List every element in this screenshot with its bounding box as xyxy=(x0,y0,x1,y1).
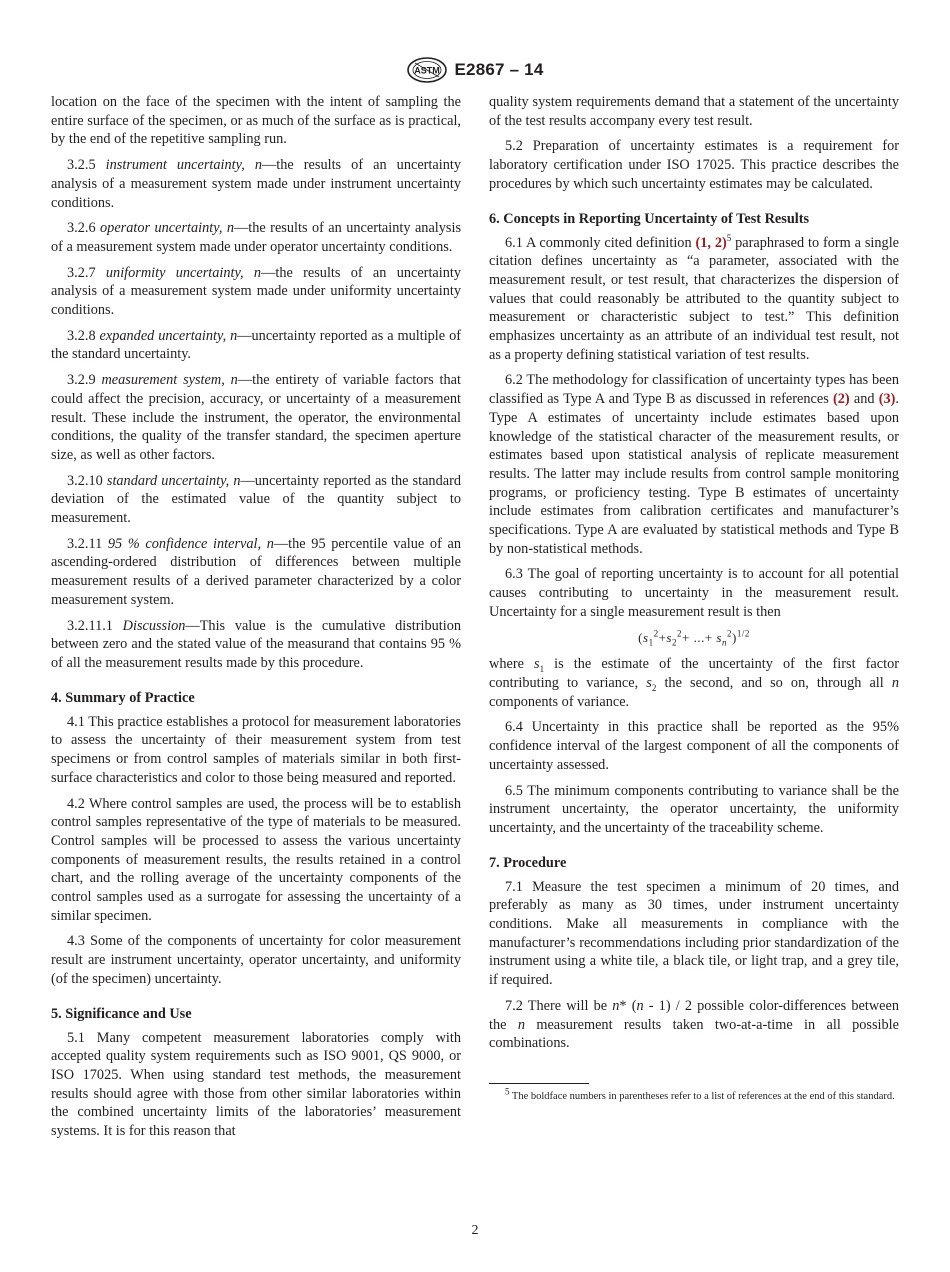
paragraph-5-1: 5.1 Many competent measurement laboratories comply with accepted quality system requirements such as ISO 9001, QS 9000, or ISO 17025. When using standard test methods, the measurement results should agree with those from other similar laboratories within the combined uncertainty limits of the laboratories’ measurement systems. It is for this reason that xyxy=(51,1029,461,1140)
section-6-heading: 6. Concepts in Reporting Uncertainty of Test Results xyxy=(489,210,810,227)
definition-3-2-8: 3.2.8 expanded uncertainty, n—uncertainty reported as a multiple of the standard uncertainty. xyxy=(51,327,461,363)
paragraph-6-1: 6.1 A commonly cited definition (1, 2)$^5$ paraphrased to form a single citation defines uncertainty as “a parameter, associated with the measurement result, or test result, that characterizes the dispersion of values that could reasonably be attributed to the quantity subject to measurement or characteristic subject to test.” This definition emphasizes uncertainty as an attribute of an individual test result, not as a property defining statistical variation of test results. xyxy=(489,232,900,363)
definition-3-2-6: 3.2.6 operator uncertainty, n—the results of an uncertainty analysis of a measurement system made under operator uncertainty conditions. xyxy=(51,220,462,255)
footnote-5: $^5$ The boldface numbers in parentheses refer to a list of references at the end of this standard. xyxy=(505,1086,895,1102)
footnote-divider xyxy=(489,1083,589,1084)
paragraph-7-1: 7.1 Measure the test specimen a minimum of 20 times, and preferably as many as 30 times, under instrument uncertainty conditions. Make all measurements in compliance with the manufacturer’s recommendations including prior standardization of the instrument using a white tile, a black tile, or light trap, and a grey tile, if required. xyxy=(489,878,899,989)
right-column xyxy=(489,93,899,1111)
paragraph-6-3: 6.3 The goal of reporting uncertainty is to account for all potential causes contributing to uncertainty in the measurement result. Uncertainty for a single measurement result is then xyxy=(489,566,899,620)
footnote-marker[interactable]: 5 xyxy=(726,232,732,243)
definition-3-2-11: 3.2.11 95 % confidence interval, n—the 95 percentile value of an ascending-ordered distribution of differences between multiple measurement results of a derived parameter characterized by a color measurement system. xyxy=(51,535,461,608)
logo-text: ASTM xyxy=(413,65,440,76)
page-number: 2 xyxy=(471,1223,479,1238)
definition-3-2-11-1: 3.2.11.1 Discussion—This value is the cumulative distribution between zero and the stated value of the measurand that contains 95 % of all the measurement results made by this procedure. xyxy=(51,617,461,671)
definition-3-2-7: 3.2.7 uniformity uncertainty, n—the results of an uncertainty analysis of a measurement system made under uniformity uncertainty conditions. xyxy=(51,264,462,319)
section-4-heading: 4. Summary of Practice xyxy=(51,689,195,706)
paragraph-5-2: 5.2 Preparation of uncertainty estimates is a requirement for laboratory certification under ISO 17025. This practice describes the procedures by which such uncertainty estimates may be calculated. xyxy=(489,138,899,192)
paragraph-6-5: 6.5 The minimum components contributing to variance shall be the instrument uncertainty, the operator uncertainty, the uniformity uncertainty, and the uncertainty of the traceability scheme. xyxy=(489,782,899,836)
paragraph-6-2: 6.2 The methodology for classification of uncertainty types has been classified as Type A and Type B as discussed in references (2) and (3). Type A estimates of uncertainty include estimates based upon knowledge of the statistical character of the measurement results, or estimates based upon statistical analysis of replicate measurement results. The latter may include results from control sample monitoring programs, or proficiency testing. Type B estimates of uncertainty include estimates from calibration certificates and manufacturer’s specifications. Type A are evaluated by statistical methods and Type B by non-statistical methods. xyxy=(489,372,899,557)
reference-link-3[interactable]: (3) xyxy=(878,391,896,408)
reference-link-1-2[interactable]: (1, 2) xyxy=(695,234,727,251)
left-column xyxy=(51,93,461,1148)
paragraph-4-2: 4.2 Where control samples are used, the process will be to establish control samples representative of the type of materials to be measured. Control samples will be processed to assess the various uncertainty components of measurement results, the results retained in a control chart, and the rolling average of the uncertainty components of the control samples used as a surrogate for assessing the uncertainty of a similar specimen. xyxy=(51,795,461,924)
reference-link-2[interactable]: (2) xyxy=(833,391,850,408)
section-5-heading: 5. Significance and Use xyxy=(51,1005,192,1022)
standard-designation: E2867 – 14 xyxy=(454,60,544,79)
paragraph-continuation: location on the face of the specimen with the intent of sampling the entire surface of the specimen, or as much of the surface as is practical, by the end of the repetitive sampling run. xyxy=(51,94,461,148)
definition-3-2-10: 3.2.10 standard uncertainty, n—uncertainty reported as the standard deviation of the estimated value of the quantity subject to measurement. xyxy=(51,472,461,527)
paragraph-5-1-continuation: quality system requirements demand that a statement of the uncertainty of the test results accompany every test result. xyxy=(489,94,899,129)
paragraph-6-4: 6.4 Uncertainty in this practice shall be reported as the 95% confidence interval of the largest component of all the components of uncertainty assessed. xyxy=(489,719,899,773)
astm-logo-icon xyxy=(407,57,447,83)
section-7-heading: 7. Procedure xyxy=(489,854,567,871)
definition-3-2-9: 3.2.9 measurement system, n—the entirety of variable factors that could affect the precision, accuracy, or uncertainty of a measurement result. These include the instrument, the operator, the environmental conditions, the quality of the transfer standard, the specimen aperture size, as well as other factors. xyxy=(51,372,461,463)
paragraph-4-3: 4.3 Some of the components of uncertainty for color measurement result are instrument uncertainty, operator uncertainty, and uniformity (of the specimen) uncertainty. xyxy=(51,933,461,987)
page-header xyxy=(0,56,950,84)
definition-3-2-5: 3.2.5 instrument uncertainty, n—the results of an uncertainty analysis of a measurement system made under instrument uncertainty conditions. xyxy=(51,157,461,211)
paragraph-7-2: 7.2 There will be n* (n - 1) / 2 possible color-differences between the n measurement results taken two-at-a-time in all possible combinations. xyxy=(489,997,899,1052)
paragraph-4-1: 4.1 This practice establishes a protocol for measurement laboratories to assess the uncertainty of their measurement system from test specimens or from control samples of materials similar in both first-surface characteristics and color to those being measured and reported. xyxy=(51,713,461,786)
uncertainty-formula: ($s_1^2+s_2^2+$ ...+ $s_n^2)^{1/2}$ xyxy=(638,628,750,648)
formula-explanation: where $s_1$ is the estimate of the uncertainty of the first factor contributing to variance, $s_2$ the second, and so on, through all n components of variance. xyxy=(489,656,900,710)
